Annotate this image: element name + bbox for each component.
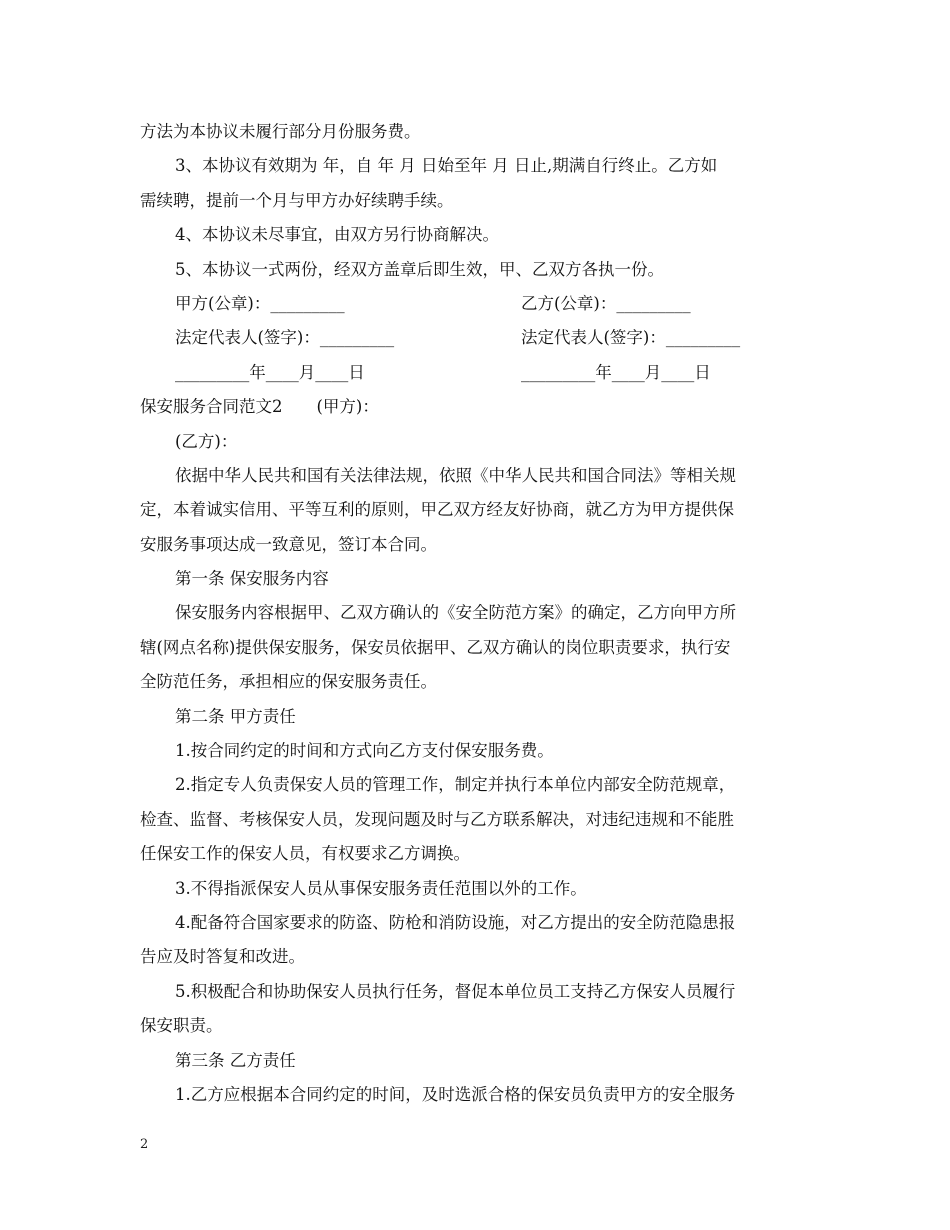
party-b-seal: 乙方(公章)：_________ xyxy=(521,293,691,313)
page-number: 2 xyxy=(140,1137,149,1152)
party-a-date: _________年____月____日 xyxy=(175,362,365,382)
article-line: 检查、监督、考核保安人员，发现问题及时与乙方联系解决，对违纪违规和不能胜 xyxy=(140,809,734,829)
preamble-line: 依据中华人民共和国有关法律法规，依照《中华人民共和国合同法》等相关规 xyxy=(175,465,736,485)
signature-rep-row xyxy=(140,321,812,355)
signature-seal-row xyxy=(140,287,812,321)
article-line: 全防范任务，承担相应的保安服务责任。 xyxy=(140,672,437,692)
article-line: 1.按合同约定的时间和方式向乙方支付保安服务费。 xyxy=(175,741,554,761)
text-line: 方法为本协议未履行部分月份服务费。 xyxy=(140,122,421,141)
signature-date-row xyxy=(140,356,812,390)
text-line: 5、本协议一式两份，经双方盖章后即生效，甲、乙双方各执一份。 xyxy=(175,259,664,279)
article-heading: 第二条 甲方责任 xyxy=(175,706,296,726)
article-line: 任保安工作的保安人员，有权要求乙方调换。 xyxy=(140,844,470,864)
article-line: 保安服务内容根据甲、乙双方确认的《安全防范方案》的确定，乙方向甲方所 xyxy=(175,603,736,623)
article-line: 3.不得指派保安人员从事保安服务责任范围以外的工作。 xyxy=(175,878,587,898)
contract-title-line xyxy=(140,390,812,424)
party-b-representative: 法定代表人(签字)：_________ xyxy=(521,328,741,348)
article-line: 5.积极配合和协助保安人员执行任务，督促本单位员工支持乙方保安人员履行 xyxy=(175,981,736,1001)
party-a-label: (甲方)： xyxy=(316,397,379,417)
text-line: 需续聘，提前一个月与甲方办好续聘手续。 xyxy=(140,190,454,210)
contract-title: 保安服务合同范文2 xyxy=(140,397,283,417)
document-body xyxy=(140,115,812,1112)
article-line: 告应及时答复和改进。 xyxy=(140,947,305,967)
party-b-date: _________年____月____日 xyxy=(521,362,711,382)
article-line: 保安职责。 xyxy=(140,1016,223,1036)
article-heading: 第一条 保安服务内容 xyxy=(175,569,329,589)
article-line: 辖(网点名称)提供保安服务，保安员依据甲、乙双方确认的岗位职责要求，执行安 xyxy=(140,637,731,657)
text-line: 3、本协议有效期为 年，自 年 月 日始至年 月 日止,期满自行终止。乙方如 xyxy=(175,156,718,176)
preamble-line: 安服务事项达成一致意见，签订本合同。 xyxy=(140,534,437,554)
party-b-label: (乙方)： xyxy=(175,431,238,451)
party-a-seal: 甲方(公章)：_________ xyxy=(175,293,345,313)
article-line: 2.指定专人负责保安人员的管理工作，制定并执行本单位内部安全防范规章， xyxy=(175,775,736,795)
preamble-line: 定，本着诚实信用、平等互利的原则，甲乙双方经友好协商，就乙方为甲方提供保 xyxy=(140,500,734,520)
article-line: 4.配备符合国家要求的防盗、防枪和消防设施，对乙方提出的安全防范隐患报 xyxy=(175,912,736,932)
article-heading: 第三条 乙方责任 xyxy=(175,1050,296,1070)
article-line: 1.乙方应根据本合同约定的时间，及时选派合格的保安员负责甲方的安全服务 xyxy=(175,1084,736,1104)
party-a-representative: 法定代表人(签字)：_________ xyxy=(175,328,395,348)
text-line: 4、本协议未尽事宜，由双方另行协商解决。 xyxy=(175,225,499,245)
